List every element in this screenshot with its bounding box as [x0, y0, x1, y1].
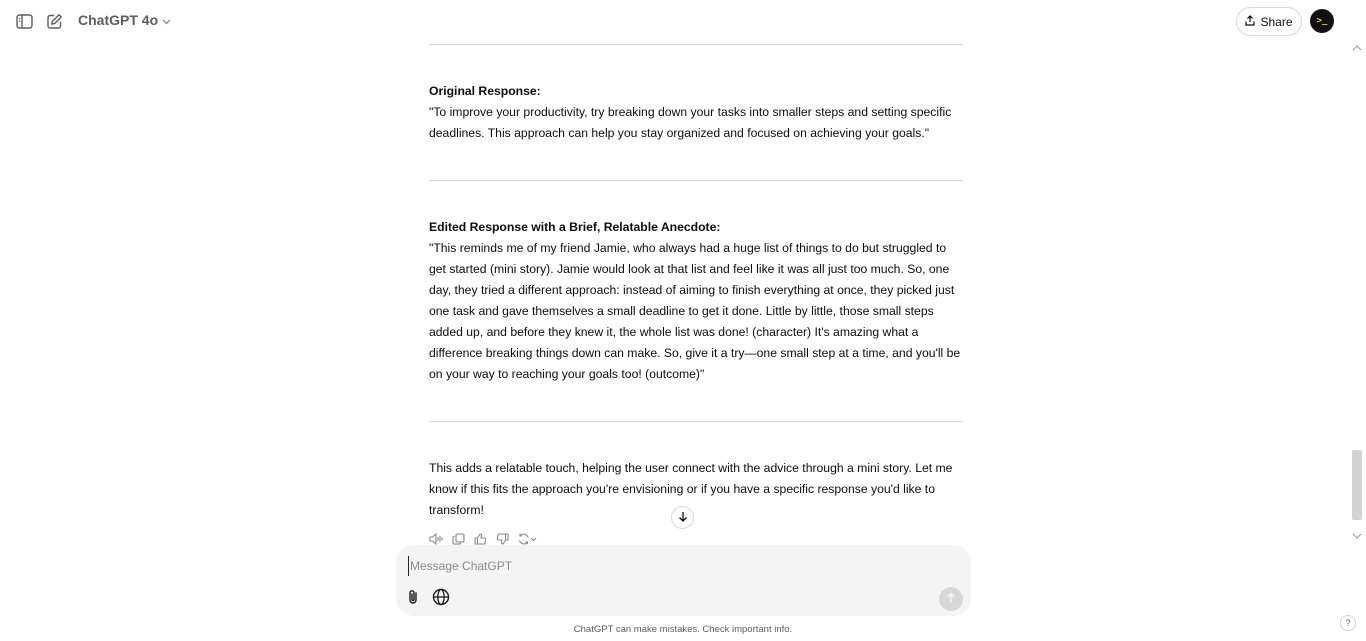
share-button[interactable]: [1236, 7, 1302, 36]
model-name: ChatGPT 4o: [78, 12, 159, 28]
message-heading: Original Response:: [429, 84, 541, 98]
new-chat-icon[interactable]: [41, 8, 67, 34]
divider: [429, 180, 963, 181]
chevron-down-icon: [162, 12, 171, 28]
divider: [429, 421, 963, 422]
scroll-to-bottom-button[interactable]: [671, 506, 694, 529]
copy-icon[interactable]: [452, 533, 465, 545]
thumbs-down-icon[interactable]: [496, 533, 509, 545]
closing-text: This adds a relatable touch, helping the user connect with the advice through a mini story. Let me know if this fits the approach you're envisioning or if you have a specific response you'd like to transform!: [429, 461, 953, 517]
share-icon: [1245, 15, 1255, 29]
original-response-block: [429, 81, 963, 144]
scrollbar-thumb[interactable]: [1352, 450, 1362, 520]
message-heading: Edited Response with a Brief, Relatable Anecdote:: [429, 220, 721, 234]
divider: [429, 44, 963, 45]
message-composer: [396, 545, 971, 616]
send-arrow-icon: [946, 590, 956, 608]
paperclip-icon[interactable]: [407, 589, 421, 610]
sidebar-toggle-icon[interactable]: [11, 8, 37, 34]
model-selector[interactable]: [78, 12, 171, 28]
message-body: "This reminds me of my friend Jamie, who always had a huge list of things to do but struggled to get started (mini story). Jamie would look at that list and feel like it was all just too much. So, one day, they tried a different approach: instead of aiming to finish everything at once, they picked just one task and gave themselves a small deadline to get it done. Little by little, those small steps added up, and before they knew it, the whole list was done! (character) It's amazing what a difference breaking things down can make. So, give it a try—one small step at a time, and you'll be on your way to reaching your goals too! (outcome)": [429, 241, 961, 381]
message-input[interactable]: [408, 556, 928, 576]
edited-response-block: [429, 217, 963, 385]
top-bar: [0, 0, 1366, 44]
closing-block: [429, 458, 963, 521]
disclaimer-text: ChatGPT can make mistakes. Check important info.: [573, 624, 793, 635]
message-actions: [429, 532, 538, 546]
scroll-down-arrow-icon[interactable]: [1353, 533, 1361, 539]
share-label: Share: [1260, 14, 1293, 29]
regenerate-icon[interactable]: [518, 533, 538, 545]
help-button[interactable]: ?: [1340, 615, 1356, 631]
globe-icon[interactable]: [432, 588, 450, 611]
avatar[interactable]: >_: [1310, 9, 1334, 33]
arrow-down-icon: [678, 509, 688, 527]
send-button[interactable]: [939, 587, 963, 611]
thumbs-up-icon[interactable]: [474, 533, 487, 545]
scroll-up-arrow-icon[interactable]: [1353, 45, 1361, 51]
speaker-icon[interactable]: [429, 533, 443, 545]
message-body: "To improve your productivity, try breaking down your tasks into smaller steps and setting specific deadlines. This approach can help you stay organized and focused on achieving your goals.": [429, 105, 952, 140]
